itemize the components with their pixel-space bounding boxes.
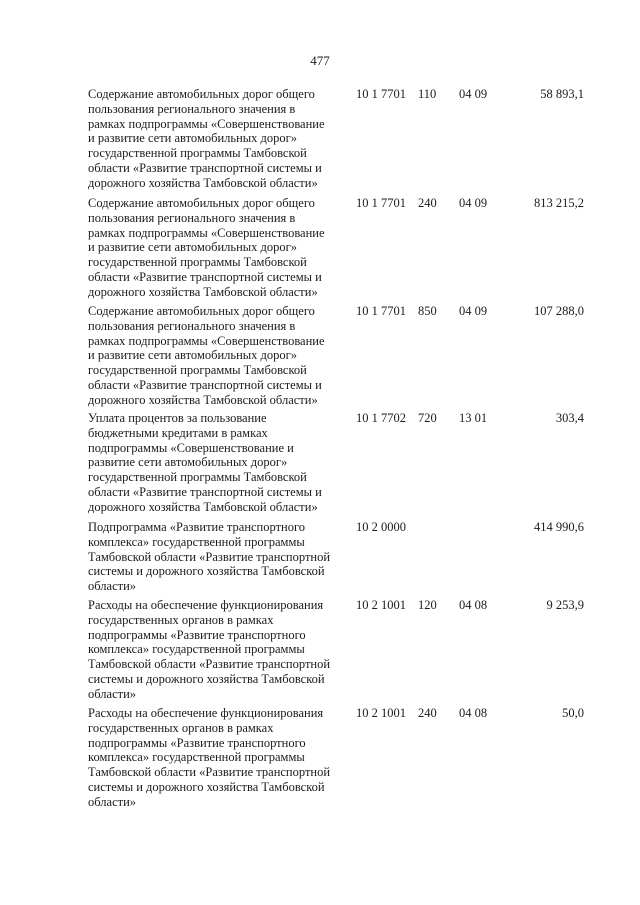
row-section: 04 08 [459,706,488,720]
row-section: 13 01 [459,411,488,425]
row-amount: 813 215,2 [534,196,584,210]
row-target-code: 10 2 1001 [356,706,406,720]
row-amount: 50,0 [562,706,584,720]
row-description: Уплата процентов за пользование бюджетными кредитами в рамках подпрограммы «Совершенствование и развитие сети автомобильных дорог» государственной программы Тамбовской области «Развитие транспортной системы и дорожного хозяйства Тамбовской области» [88,411,322,514]
row-expense-type: 240 [418,196,437,210]
row-target-code: 10 2 1001 [356,598,406,612]
row-section: 04 09 [459,304,488,318]
row-target-code: 10 1 7701 [356,196,406,210]
row-section: 04 09 [459,196,488,210]
row-expense-type: 720 [418,411,437,425]
row-amount: 9 253,9 [546,598,584,612]
row-amount: 107 288,0 [534,304,584,318]
row-target-code: 10 2 0000 [356,520,406,534]
row-description: Содержание автомобильных дорог общего пользования регионального значения в рамках подпрограммы «Совершенствование и развитие сети автомобильных дорог» государственной программы Тамбовской области «Развитие транспортной системы и дорожного хозяйства Тамбовской области» [88,196,325,299]
row-amount: 414 990,6 [534,520,584,534]
row-target-code: 10 1 7702 [356,411,406,425]
row-description: Расходы на обеспечение функционирования государственных органов в рамках подпрограммы «Развитие транспортного комплекса» государственной программы Тамбовской области «Развитие транспортной системы и дорожного хозяйства Тамбовской области» [88,598,331,701]
row-expense-type: 850 [418,304,437,318]
row-expense-type: 240 [418,706,437,720]
row-target-code: 10 1 7701 [356,304,406,318]
row-section: 04 09 [459,87,488,101]
row-description: Содержание автомобильных дорог общего пользования регионального значения в рамках подпрограммы «Совершенствование и развитие сети автомобильных дорог» государственной программы Тамбовской области «Развитие транспортной системы и дорожного хозяйства Тамбовской области» [88,304,325,407]
row-target-code: 10 1 7701 [356,87,406,101]
row-expense-type: 120 [418,598,437,612]
row-section: 04 08 [459,598,488,612]
row-description: Расходы на обеспечение функционирования государственных органов в рамках подпрограммы «Развитие транспортного комплекса» государственной программы Тамбовской области «Развитие транспортной системы и дорожного хозяйства Тамбовской области» [88,706,331,809]
row-description: Содержание автомобильных дорог общего пользования регионального значения в рамках подпрограммы «Совершенствование и развитие сети автомобильных дорог» государственной программы Тамбовской области «Развитие транспортной системы и дорожного хозяйства Тамбовской области» [88,87,325,190]
row-amount: 58 893,1 [540,87,584,101]
page-number: 477 [310,53,330,68]
row-expense-type: 110 [418,87,437,101]
row-description: Подпрограмма «Развитие транспортного комплекса» государственной программы Тамбовской области «Развитие транспортной системы и дорожного хозяйства Тамбовской области» [88,520,331,594]
row-amount: 303,4 [555,411,584,425]
